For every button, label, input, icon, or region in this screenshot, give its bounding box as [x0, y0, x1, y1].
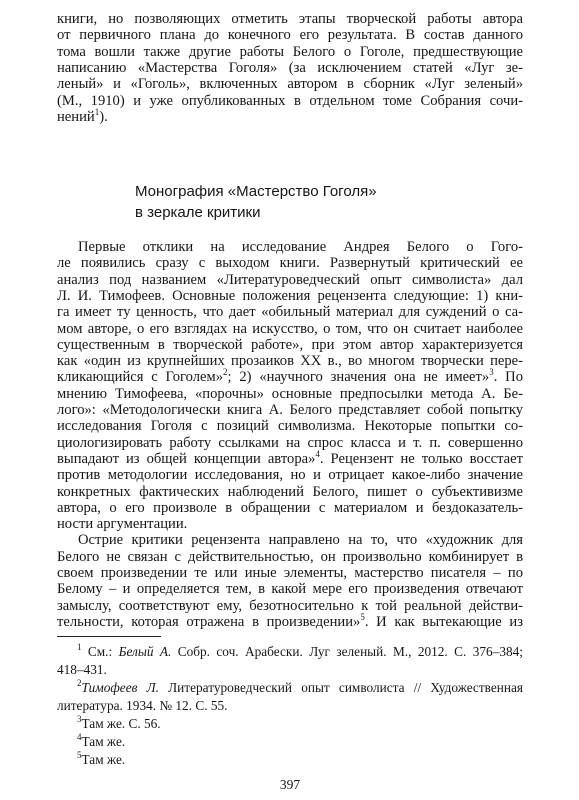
- footnote-ref[interactable]: 3: [489, 367, 494, 377]
- footnote-number: 3: [77, 714, 82, 724]
- body-text: написанию «Мастерства Гоголя» (за исключением статей «Луг зе-: [57, 60, 523, 76]
- body-line: [57, 44, 523, 60]
- footnote-number: 5: [77, 750, 82, 760]
- body-line: [57, 418, 523, 434]
- body-line: [57, 369, 523, 385]
- footnote-ref[interactable]: 2: [223, 367, 228, 377]
- body-text: леный» и «Гоголь», включенных автором в сборник «Луг зеленый»: [57, 76, 523, 92]
- body-text: (М., 1910) и уже опубликованных в отдельном томе Собрания сочи-: [57, 93, 523, 109]
- body-text: тома вошли также другие работы Белого о Гоголе, предшествующие: [57, 44, 523, 60]
- body-line: [57, 239, 523, 255]
- body-line: [57, 581, 523, 597]
- footnote-text: См.:: [81, 644, 119, 659]
- body-line: [57, 109, 523, 125]
- section-heading-line-2: в зеркале критики: [135, 204, 261, 221]
- body-line: [57, 500, 523, 516]
- footnote-separator: [57, 636, 161, 637]
- body-text: нений: [57, 109, 95, 125]
- footnote-author: Тимофеев Л.: [81, 680, 159, 695]
- body-text: Первые отклики на исследование Андрея Белого о Гого-: [78, 239, 523, 255]
- body-text: исследования Гоголя с позиций символизма. Некоторые попытки со-: [57, 418, 523, 434]
- body-text: га имеет ту ценность, что дает «обильный материал для суждений о са-: [57, 304, 523, 320]
- body-text: автора, о его произволе в обращении с материалом и бездоказатель-: [57, 500, 523, 516]
- body-line: [57, 451, 523, 467]
- body-line: [57, 76, 523, 92]
- body-text: тельности, которая отражена в произведении»: [57, 614, 361, 630]
- body-text: замыслу, соответствуют ему, безотносительно к той реальной действи-: [57, 598, 523, 614]
- body-line: [57, 93, 523, 109]
- body-line: [57, 288, 523, 304]
- body-line: [57, 598, 523, 614]
- body-line: [57, 255, 523, 271]
- footnote-1-cont: [57, 661, 523, 679]
- body-text: Острие критики рецензента направлено на то, что «художник для: [78, 532, 523, 548]
- footnote-number: 4: [77, 732, 82, 742]
- body-text: анализ под названием «Литературоведческий опыт символиста» дал: [57, 272, 523, 288]
- body-line: [57, 516, 523, 532]
- footnote-text: 418–431.: [57, 662, 107, 677]
- book-page: [57, 0, 523, 800]
- footnote-text: Там же.: [81, 752, 126, 767]
- body-text: ле появились сразу с выходом книги. Развернутый критический ее: [57, 255, 523, 271]
- footnote-text: Собр. соч. Арабески. Луг зеленый. М., 2012. С. 376–384;: [171, 644, 523, 659]
- body-line: [57, 272, 523, 288]
- body-text: мом авторе, о его взглядах на искусство, о том, что он считает наиболее: [57, 321, 523, 337]
- body-text: ; 2) «научного значения она не имеет»: [227, 369, 490, 385]
- body-text: ).: [99, 109, 108, 125]
- body-text: своем произведении те или иные элементы, мастерство писателя – по: [57, 565, 523, 581]
- body-text: кликающийся с Гоголем»: [57, 369, 224, 385]
- body-text: . Рецензент не только восстает: [319, 451, 523, 467]
- body-line: [57, 60, 523, 76]
- footnote-2-cont: [57, 697, 523, 715]
- body-line: [57, 565, 523, 581]
- body-line: [57, 304, 523, 320]
- body-line: [57, 484, 523, 500]
- body-line: [57, 11, 523, 27]
- body-text: конкретных фактических наблюдений Белого, пишет о субъективизме: [57, 484, 523, 500]
- footnote-5: [57, 751, 523, 769]
- body-text: Белому – и определяется тем, в какой мере его произведения отвечают: [57, 581, 523, 597]
- body-line: [57, 27, 523, 43]
- body-line: [57, 549, 523, 565]
- footnote-ref[interactable]: 5: [360, 612, 365, 622]
- body-line: [57, 435, 523, 451]
- body-text: ности аргументации.: [57, 516, 188, 532]
- body-line: [57, 467, 523, 483]
- section-heading-line-1: Монография «Мастерство Гоголя»: [135, 183, 377, 200]
- body-line: [57, 321, 523, 337]
- body-line: [57, 402, 523, 418]
- footnote-ref[interactable]: 4: [315, 449, 320, 459]
- body-line: [57, 614, 523, 630]
- footnote-number: 2: [77, 678, 82, 688]
- page-number: 397: [279, 777, 301, 792]
- footnote-4: [57, 733, 523, 751]
- footnote-3: [57, 715, 523, 733]
- body-text: от первичного плана до конечного его результата. В состав данного: [57, 27, 523, 43]
- body-text: книги, но позволяющих отметить этапы творческой работы автора: [57, 11, 523, 27]
- body-line: [57, 337, 523, 353]
- body-text: Л. И. Тимофеев. Основные положения рецензента следующие: 1) кни-: [57, 288, 523, 304]
- footnote-author: Белый А.: [118, 644, 172, 659]
- footnote-number: 1: [77, 642, 82, 652]
- body-text: мнению Тимофеева, «порочны» основные предпосылки метода А. Бе-: [57, 386, 523, 402]
- footnote-text: Литературоведческий опыт символиста // Художественная: [158, 680, 523, 695]
- footnote-text: литература. 1934. № 12. С. 55.: [57, 698, 228, 713]
- footnote-text: Там же. С. 56.: [81, 716, 161, 731]
- body-text: Белого не связан с действительностью, он произвольно комбинирует в: [57, 549, 523, 565]
- body-line: [57, 386, 523, 402]
- footnote-1: [57, 643, 523, 661]
- body-line: [57, 532, 523, 548]
- footnote-2: [57, 679, 523, 697]
- body-text: существенным в творческой работе», при этом автор характеризуется: [57, 337, 523, 353]
- body-text: против методологии исследования, но и отрицает какое-либо значение: [57, 467, 523, 483]
- body-text: как «один из крупнейших прозаиков XX в., во многом творчески пере-: [57, 353, 523, 369]
- footnote-text: Там же.: [81, 734, 126, 749]
- body-line: [57, 353, 523, 369]
- body-text: . По: [493, 369, 523, 385]
- footnote-ref[interactable]: 1: [94, 107, 100, 117]
- body-text: . И как вытекающие из: [364, 614, 523, 630]
- body-text: лого»: «Методологически книга А. Белого представляет собой попытку: [57, 402, 523, 418]
- body-text: выпадают из общей концепции автора»: [57, 451, 316, 467]
- body-text: циологизировать работу ссылками на спрос класса и т. п. совершенно: [57, 435, 523, 451]
